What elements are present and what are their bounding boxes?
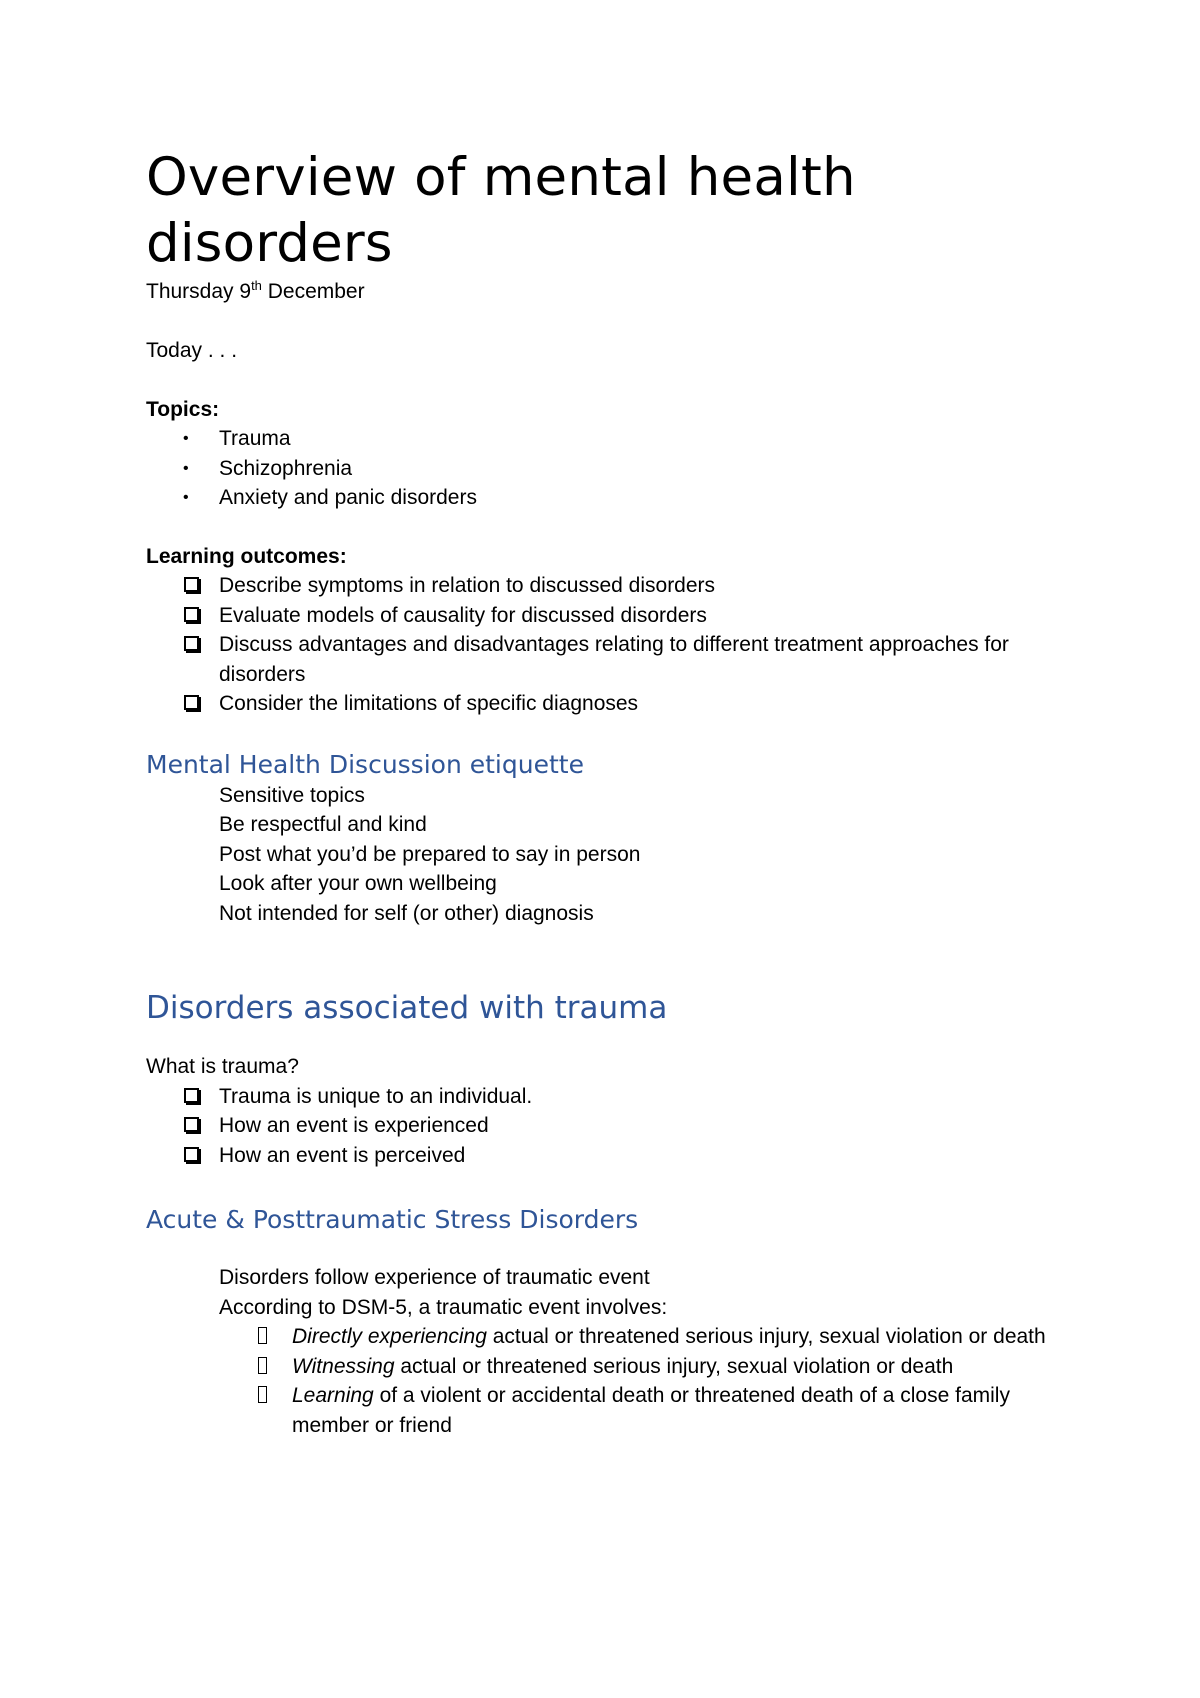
list-item: Discuss advantages and disadvantages relating to different treatment approaches for disorders: [146, 630, 1086, 689]
trauma-question: What is trauma?: [146, 1055, 299, 1078]
etiquette-heading: Mental Health Discussion etiquette: [146, 749, 584, 779]
list-item: • Anxiety and panic disorders: [146, 483, 1086, 513]
date-suffix: December: [261, 280, 365, 303]
topics-label: Topics:: [146, 397, 220, 421]
list-item: How an event is experienced: [146, 1111, 1086, 1141]
list-item: Sensitive topics: [219, 783, 365, 807]
checkbox-icon: [184, 1147, 199, 1162]
list-item: Not intended for self (or other) diagnosis: [219, 901, 594, 925]
checkbox-icon: [184, 695, 199, 710]
list-item: Evaluate models of causality for discussed disorders: [146, 601, 1086, 631]
checkbox-icon: [184, 1088, 199, 1103]
acute-line-1: Disorders follow experience of traumatic event: [219, 1266, 650, 1289]
today-line: Today . . .: [146, 339, 238, 362]
document-content: [146, 145, 1086, 1440]
list-item: Learning of a violent or accidental death or threatened death of a close family member or friend: [146, 1381, 1086, 1440]
list-item: How an event is perceived: [146, 1141, 1086, 1171]
list-item: Trauma is unique to an individual.: [146, 1082, 1086, 1112]
missing-glyph-box-icon: [258, 1386, 267, 1403]
list-item: • Trauma: [146, 424, 1086, 454]
bullet-icon: •: [183, 489, 189, 506]
lecture-date: [146, 277, 1086, 307]
checkbox-icon: [184, 636, 199, 651]
document-title: Overview of mental health disorders: [146, 147, 856, 274]
trauma-heading: Disorders associated with trauma: [146, 990, 668, 1026]
acute-ptsd-heading: Acute & Posttraumatic Stress Disorders: [146, 1205, 639, 1234]
list-item: Directly experiencing actual or threatened serious injury, sexual violation or death: [146, 1322, 1086, 1352]
list-item: • Schizophrenia: [146, 454, 1086, 484]
missing-glyph-box-icon: [258, 1327, 267, 1344]
list-item: Be respectful and kind: [219, 813, 427, 836]
date-superscript: th: [251, 278, 262, 293]
checkbox-icon: [184, 577, 199, 592]
checkbox-icon: [184, 607, 199, 622]
checkbox-icon: [184, 1117, 199, 1132]
acute-line-2: According to DSM-5, a traumatic event involves:: [219, 1295, 668, 1319]
date-prefix: Thursday 9: [146, 280, 252, 303]
list-item: Look after your own wellbeing: [219, 872, 497, 895]
learning-outcomes-label: Learning outcomes:: [146, 544, 347, 568]
list-item: Post what you’d be prepared to say in person: [219, 842, 641, 866]
list-item: Describe symptoms in relation to discussed disorders: [146, 571, 1086, 601]
list-item: Witnessing actual or threatened serious injury, sexual violation or death: [146, 1352, 1086, 1382]
missing-glyph-box-icon: [258, 1357, 267, 1374]
traumatic-event-criteria-list: [146, 1322, 1086, 1440]
topics-list: [146, 424, 1086, 513]
bullet-icon: •: [183, 459, 189, 477]
etiquette-list: [146, 781, 1086, 929]
list-item: Consider the limitations of specific diagnoses: [146, 689, 1086, 719]
trauma-list: [146, 1082, 1086, 1171]
bullet-icon: •: [183, 430, 189, 447]
learning-outcomes-list: [146, 571, 1086, 719]
